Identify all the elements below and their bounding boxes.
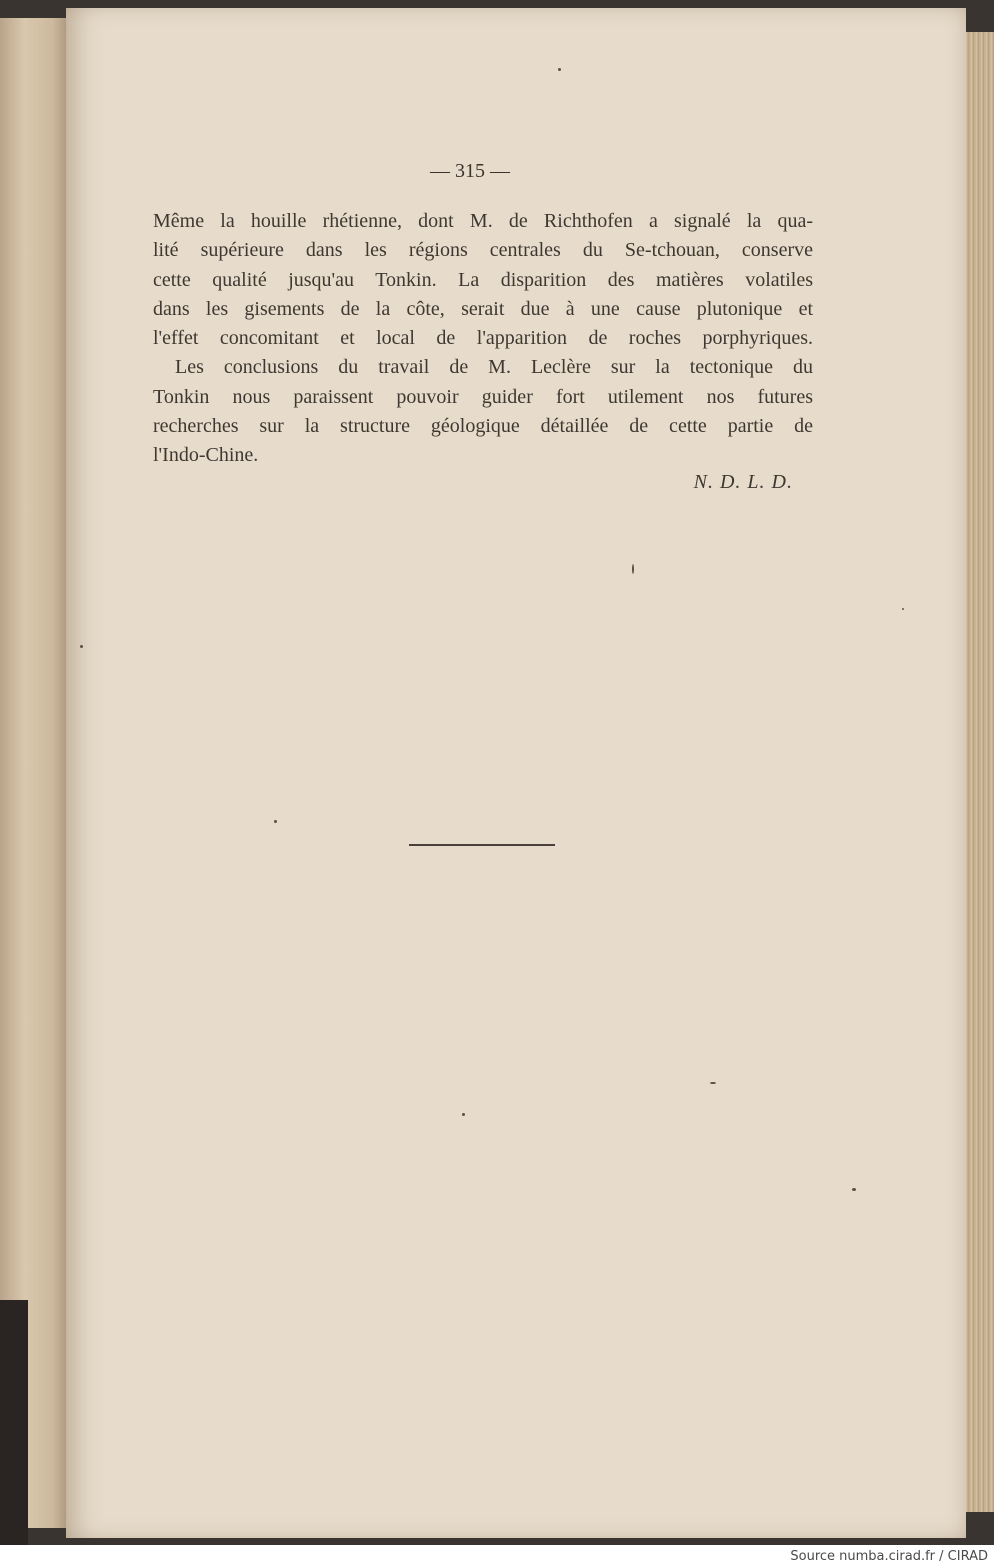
binding-shadow: [0, 1300, 28, 1545]
text-line: lité supérieure dans les régions centrales du Se-tchouan, conserve: [153, 239, 813, 262]
text-line: l'Indo-Chine.: [153, 444, 259, 467]
paper-speck: [632, 564, 634, 574]
paper-speck: [710, 1082, 716, 1084]
paper-speck: [274, 820, 277, 823]
text-line: cette qualité jusqu'au Tonkin. La disparition des matières volatiles: [153, 268, 813, 291]
text-line: Même la houille rhétienne, dont M. de Richthofen a signalé la qua-: [153, 210, 813, 232]
section-divider: [409, 844, 555, 846]
source-credit: Source numba.cirad.fr / CIRAD: [790, 1549, 988, 1564]
paper-speck: [902, 608, 904, 610]
paper-speck: [462, 1113, 465, 1116]
body-text: [153, 207, 813, 471]
text-line: l'effet concomitant et local de l'apparition de roches porphyriques.: [153, 327, 813, 350]
text-line: dans les gisements de la côte, serait due à une cause plutonique et: [153, 297, 813, 320]
paper-speck: [558, 68, 561, 71]
paragraph-2: [153, 353, 813, 470]
paper-speck: [80, 645, 83, 648]
text-line: Les conclusions du travail de M. Leclère sur la tectonique du: [175, 356, 813, 379]
paper-speck: [852, 1188, 856, 1191]
text-line: Tonkin nous paraissent pouvoir guider fort utilement nos futures: [153, 385, 813, 408]
signature-initials: N. D. L. D.: [693, 471, 793, 493]
text-line: recherches sur la structure géologique détaillée de cette partie de: [153, 415, 813, 438]
paragraph-1: [153, 207, 813, 353]
page-number: — 315 —: [430, 160, 510, 182]
